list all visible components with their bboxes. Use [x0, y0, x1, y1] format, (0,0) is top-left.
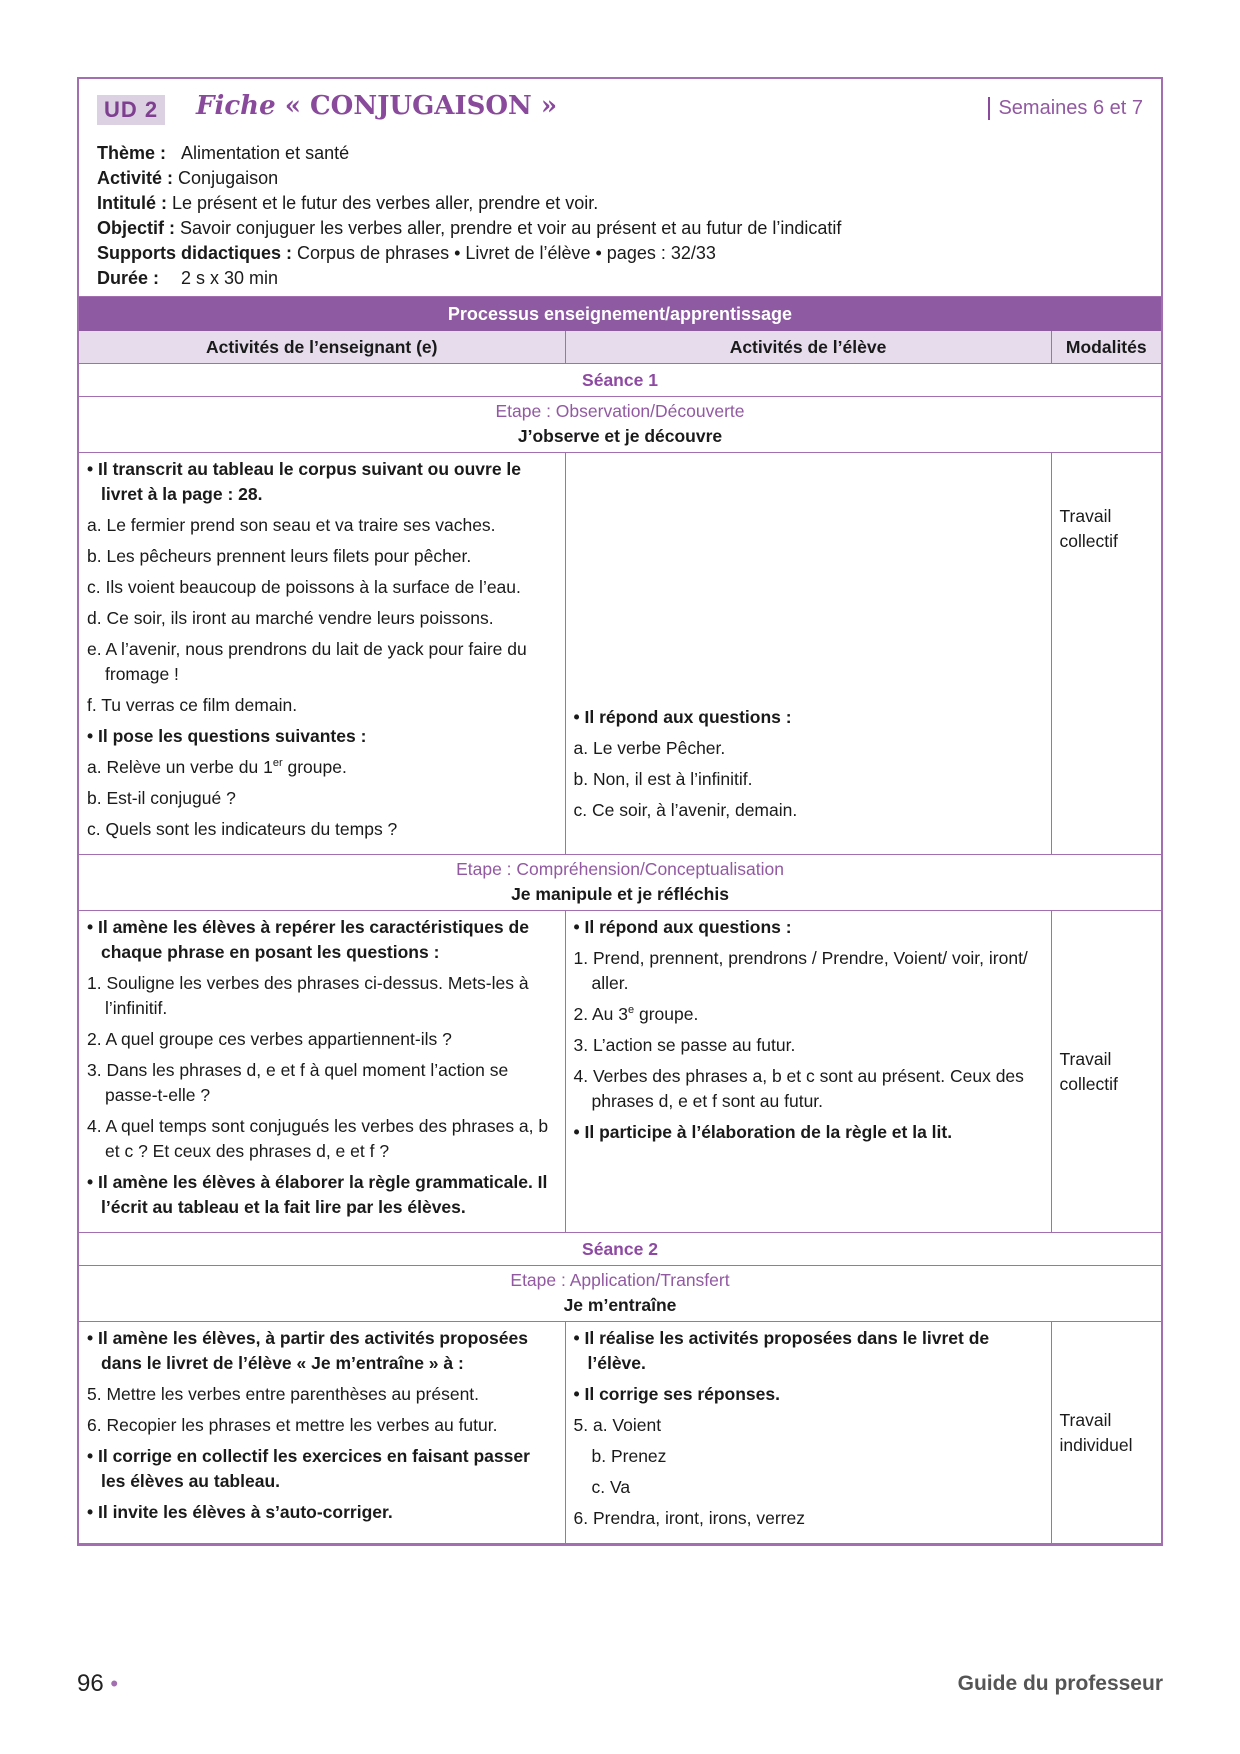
page-title	[196, 91, 557, 121]
modalite-text: Travail individuel	[1059, 1409, 1133, 1455]
etape-subtitle: J’observe et je découvre	[517, 426, 723, 446]
student-item: 1. Prend, prennent, prendrons / Prendre, Voient/ voir, iront/ aller.	[573, 948, 1028, 993]
etape-comprehension-content	[79, 911, 1161, 1233]
footer-guide-title: Guide du professeur	[957, 1672, 1163, 1695]
corpus-item: b. Les pêcheurs prennent leurs filets pour pêcher.	[87, 546, 472, 566]
meta-theme: Thème : Alimentation et santé	[97, 143, 350, 163]
etape-observation-row	[79, 397, 1161, 453]
teacher-outro: • Il amène les élèves à élaborer la règle grammaticale. Il l’écrit au tableau et la fait lire par les élèves.	[87, 1172, 548, 1217]
teacher-cell	[79, 453, 565, 855]
etape-subtitle: Je manipule et je réfléchis	[511, 884, 729, 904]
modalite-text: Travail collectif	[1059, 1048, 1118, 1094]
question-item: c. Quels sont les indicateurs du temps ?	[87, 819, 398, 839]
corpus-item: e. A l’avenir, nous prendrons du lait de yack pour faire du fromage !	[87, 639, 527, 684]
etape-observation-content	[79, 453, 1161, 855]
student-outro: • Il participe à l’élaboration de la règle et la lit.	[573, 1122, 953, 1142]
student-intro: • Il réalise les activités proposées dans le livret de l’élève.	[573, 1328, 990, 1373]
teacher-invite: • Il invite les élèves à s’auto-corriger.	[87, 1502, 393, 1522]
sheet-header	[79, 79, 1161, 297]
etape-application-content	[79, 1322, 1161, 1544]
student-item: 6. Prendra, iront, irons, verrez	[573, 1508, 805, 1528]
etape-comprehension-row	[79, 855, 1161, 911]
teacher-item: 2. A quel groupe ces verbes appartiennent-ils ?	[87, 1029, 452, 1049]
etape-subtitle: Je m’entraîne	[563, 1295, 677, 1315]
process-band: Processus enseignement/apprentissage	[79, 297, 1161, 331]
meta-objectif: Objectif : Savoir conjuguer les verbes aller, prendre et voir au présent et au futur de l’indicatif	[97, 218, 842, 238]
col-modalites: Modalités	[1051, 331, 1161, 364]
meta-duree: Durée : 2 s x 30 min	[97, 268, 279, 288]
teacher-intro: • Il transcrit au tableau le corpus suivant ou ouvre le livret à la page : 28.	[87, 459, 522, 504]
student-item: 4. Verbes des phrases a, b et c sont au présent. Ceux des phrases d, e et f sont au futur.	[573, 1066, 1024, 1111]
lesson-table	[79, 331, 1161, 1544]
teacher-intro: • Il amène les élèves, à partir des activités proposées dans le livret de l’élève « Je m’entraîne » à :	[87, 1328, 528, 1373]
student-cell	[565, 453, 1051, 855]
etape-label: Etape : Application/Transfert	[510, 1270, 730, 1290]
lesson-sheet	[77, 77, 1163, 1546]
meta-intitule: Intitulé : Le présent et le futur des verbes aller, prendre et voir.	[97, 193, 599, 213]
corpus-item: d. Ce soir, ils iront au marché vendre leurs poissons.	[87, 608, 494, 628]
sheet-meta	[97, 141, 841, 291]
student-item: 3. L’action se passe au futur.	[573, 1035, 796, 1055]
question-item: b. Est-il conjugué ?	[87, 788, 236, 808]
teacher-item: 3. Dans les phrases d, e et f à quel moment l’action se passe-t-elle ?	[87, 1060, 509, 1105]
etape-application-row	[79, 1266, 1161, 1322]
student-item: c. Va	[591, 1477, 631, 1497]
student-item: 5. a. Voient	[573, 1415, 662, 1435]
modalite-cell	[1051, 911, 1161, 1233]
seance-2-title: Séance 2	[79, 1233, 1161, 1266]
etape-label: Etape : Compréhension/Conceptualisation	[456, 859, 784, 879]
col-teacher: Activités de l’enseignant (e)	[79, 331, 565, 364]
seance-2-row	[79, 1233, 1161, 1266]
student-intro: • Il répond aux questions :	[573, 707, 792, 727]
student-item: 2. Au 3e groupe.	[573, 1004, 699, 1024]
student-corrige: • Il corrige ses réponses.	[573, 1384, 780, 1404]
question-item: a. Relève un verbe du 1er groupe.	[87, 757, 347, 777]
weeks-label: Semaines 6 et 7	[988, 97, 1143, 120]
answer-item: b. Non, il est à l’infinitif.	[573, 769, 753, 789]
teacher-item: 1. Souligne les verbes des phrases ci-dessus. Mets-les à l’infinitif.	[87, 973, 529, 1018]
teacher-cell	[79, 1322, 565, 1544]
teacher-item: 6. Recopier les phrases et mettre les verbes au futur.	[87, 1415, 498, 1435]
modalite-cell	[1051, 453, 1161, 855]
answer-item: a. Le verbe Pêcher.	[573, 738, 726, 758]
teacher-item: 5. Mettre les verbes entre parenthèses au présent.	[87, 1384, 480, 1404]
teacher-item: 4. A quel temps sont conjugués les verbes des phrases a, b et c ? Et ceux des phrases d, e et f ?	[87, 1116, 549, 1161]
meta-activite: Activité : Conjugaison	[97, 168, 279, 188]
teacher-intro: • Il amène les élèves à repérer les caractéristiques de chaque phrase en posant les questions :	[87, 917, 529, 962]
student-cell	[565, 911, 1051, 1233]
teacher-corrige: • Il corrige en collectif les exercices en faisant passer les élèves au tableau.	[87, 1446, 530, 1491]
student-item: b. Prenez	[591, 1446, 667, 1466]
meta-supports: Supports didactiques : Corpus de phrases • Livret de l’élève • pages : 32/33	[97, 243, 716, 263]
modalite-cell	[1051, 1322, 1161, 1544]
modalite-text: Travail collectif	[1059, 505, 1118, 551]
col-student: Activités de l’élève	[565, 331, 1051, 364]
student-intro: • Il répond aux questions :	[573, 917, 792, 937]
teacher-questions-intro: • Il pose les questions suivantes :	[87, 726, 367, 746]
page-number: 96 •	[77, 1670, 119, 1697]
fiche-prefix: Fiche	[196, 91, 276, 121]
teacher-cell	[79, 911, 565, 1233]
corpus-item: f. Tu verras ce film demain.	[87, 695, 298, 715]
answer-item: c. Ce soir, à l’avenir, demain.	[573, 800, 798, 820]
column-headers	[79, 331, 1161, 364]
seance-1-title: Séance 1	[79, 364, 1161, 397]
bullet-dot: •	[110, 1671, 119, 1696]
fiche-title-text: « CONJUGAISON »	[284, 91, 558, 121]
seance-1-row	[79, 364, 1161, 397]
etape-label: Etape : Observation/Découverte	[495, 401, 745, 421]
student-cell	[565, 1322, 1051, 1544]
corpus-item: c. Ils voient beaucoup de poissons à la surface de l’eau.	[87, 577, 521, 597]
unit-badge: UD 2	[97, 95, 165, 125]
corpus-item: a. Le fermier prend son seau et va traire ses vaches.	[87, 515, 496, 535]
